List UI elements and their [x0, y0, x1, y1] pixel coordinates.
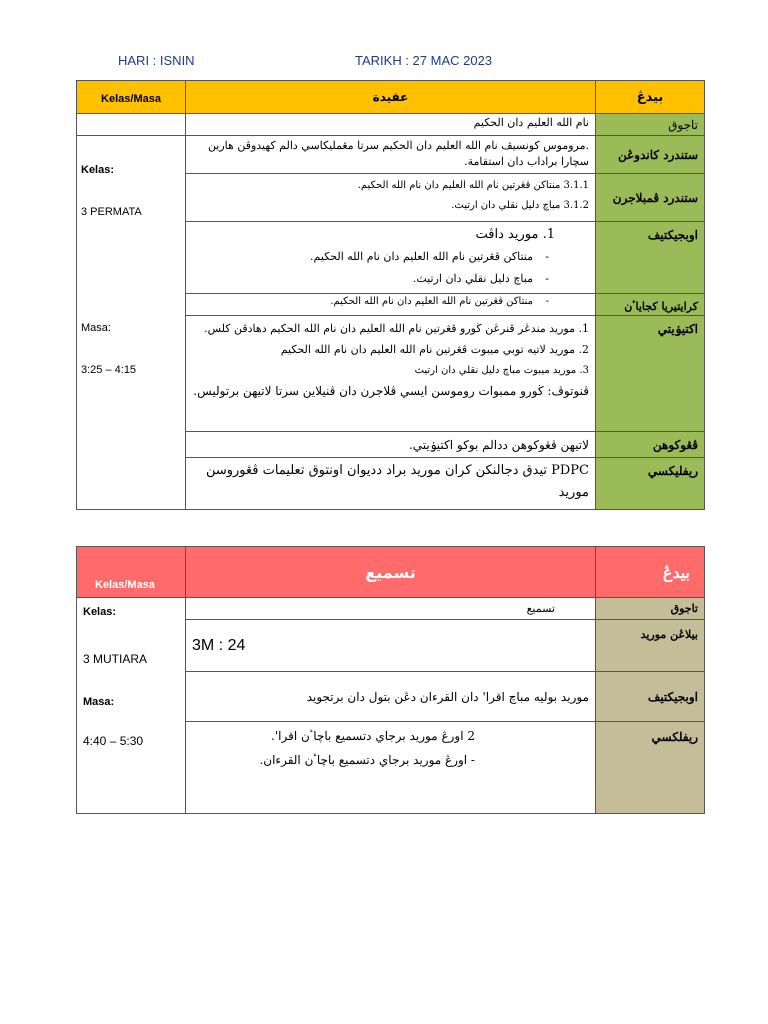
aktiviti-item: 3. موريد ميبوت مباچ دليل نقلي دان ارتيث [414, 365, 589, 376]
objektif-content: موريد بوليه مباچ اقرا' دان القرءان دڠن بتول دان برتجويد [186, 672, 596, 722]
refleksi-item: 2 اورڠ موريد برجاي دتسميع باچاٴن اقرا'. [271, 729, 475, 743]
sp-item: 3.1.1 منتاكن ڤڠرتين نام الله العليم دان نام الله الحكيم. [357, 180, 589, 191]
refleksi-content [186, 722, 596, 814]
kelas-value: 3 PERMATA [81, 206, 142, 218]
refleksi-label: ريفليكسي [596, 458, 705, 510]
objektif-label: اوبجيكتيف [596, 672, 705, 722]
masa-label: Masa: [83, 696, 115, 708]
tajuk-label: تاجوق [596, 598, 705, 620]
tajuk-content: تسميع [186, 598, 596, 620]
aktiviti-label: اكتيۏيتي [596, 316, 705, 432]
refleksi-label: ريفلكسي [596, 722, 705, 814]
kelas-masa-cell [77, 136, 186, 510]
tajuk-label: تاجوق [596, 114, 705, 136]
col-subject: عقيدة [186, 81, 596, 114]
objektif-label: اوبجيكتيف [596, 222, 705, 294]
sp-label: ستندرد ڤمبلاجرن [596, 174, 705, 222]
kriteria-label: كرايتيريا كجاياٴن [596, 294, 705, 316]
sp-content [186, 174, 596, 222]
col-bidang: بيدڠ [596, 547, 705, 598]
aktiviti-item: 2. موريد لاتيه توبي ميبوت ڤڠرتين نام الله العليم دان نام الله الحكيم [280, 343, 589, 356]
col-kelas-masa: Kelas/Masa [77, 81, 186, 114]
sk-content: .مروموس كونسيڤ نام الله العليم دان الحكيم سرتا مڠمليكاسي دالم كهيدوڤن هارين سچارا براداب دان استقامة. [186, 136, 596, 174]
pengukuhan-content: لاتيهن ڤڠوكوهن ددالم بوكو اكتيۏيتي. [186, 432, 596, 458]
kriteria-item: - منتاكن ڤڠرتين نام الله العليم دان نام الله الحكيم. [192, 296, 555, 307]
masa-label: Masa: [81, 322, 111, 334]
empty-cell [77, 114, 186, 136]
kelas-label: Kelas: [81, 164, 115, 176]
objektif-intro: 1. موريد داڤت [475, 227, 555, 242]
kelas-label: Kelas: [83, 606, 117, 618]
aktiviti-content [186, 316, 596, 432]
hari-label: HARI : ISNIN [118, 53, 195, 68]
sk-label: ستندرد كاندوڠن [596, 136, 705, 174]
refleksi-item: - اورڠ موريد برجاي دتسميع باچاٴن القرءان. [259, 753, 475, 767]
sp-item: 3.1.2 مباچ دليل نقلي دان ارتيث. [451, 200, 589, 211]
col-kelas-masa: Kelas/Masa [77, 547, 186, 598]
masa-value: 3:25 – 4:15 [81, 364, 137, 376]
tarikh-label: TARIKH : 27 MAC 2023 [355, 53, 493, 68]
masa-value: 4:40 – 5:30 [83, 734, 144, 748]
kelas-masa-cell [77, 598, 186, 814]
col-bidang: بيدڠ [596, 81, 705, 114]
kelas-value: 3 MUTIARA [83, 652, 148, 666]
objektif-item: - منتاكن ڤڠرتين نام الله العليم دان نام الله الحكيم. [192, 246, 555, 268]
bilangan-label: بيلاڠن موريد [596, 620, 705, 672]
objektif-item: - مباچ دليل نقلي دان ارتيث. [192, 268, 555, 290]
objektif-content [186, 222, 596, 294]
aktiviti-penutup: ڤنوتوڤ: ڬورو ممبوات روموسن ايسي ڤلاجرن دان ڤنيلاين سرتا لاتيهن برتوليس. [193, 384, 589, 398]
pengukuhan-label: ڤڠوكوهن [596, 432, 705, 458]
lesson-table-2 [76, 546, 705, 814]
tajuk-content: نام الله العليم دان الحكيم [186, 114, 596, 136]
refleksi-content: PDPC تيدق دجالنكن كران موريد براد دديوان اونتوق تعليمات ڤڠوروسن موريد [186, 458, 596, 510]
col-subject: تسميع [186, 547, 596, 598]
bilangan-content: 3M : 24 [186, 620, 596, 672]
kriteria-content [186, 294, 596, 316]
lesson-table-1 [76, 80, 705, 510]
aktiviti-item: 1. موريد مندڠر ڤنرڠن ڬورو ڤڠرتين نام الله العليم دان نام الله الحكيم دهادڤن كلس. [204, 322, 589, 335]
